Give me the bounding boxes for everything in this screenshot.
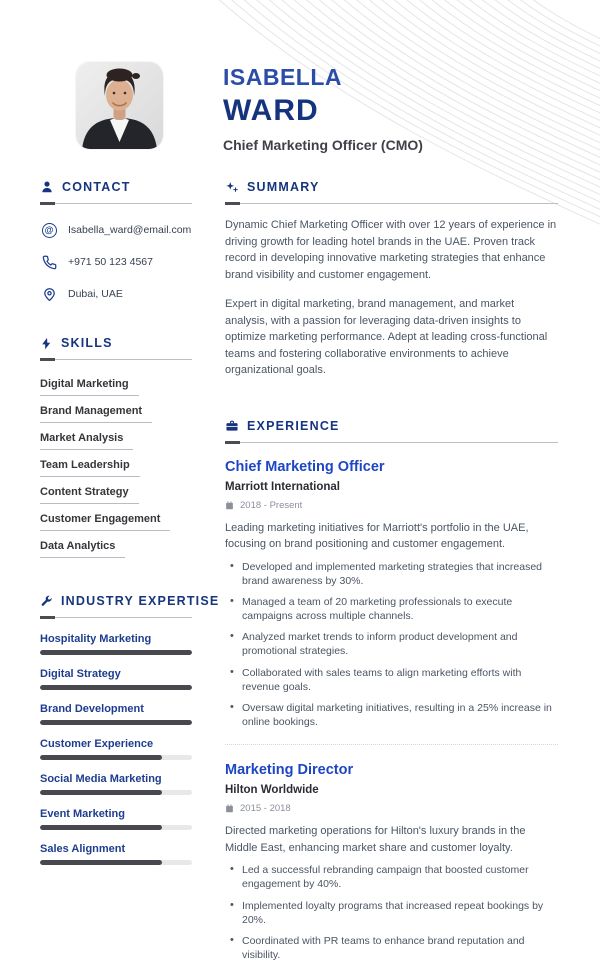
skill-item: Digital Marketing	[40, 378, 139, 396]
job-bullet: • Managed a team of 20 marketing professionals to execute campaigns across multiple channels.	[225, 595, 558, 623]
job-divider	[225, 744, 558, 745]
section-divider	[225, 203, 558, 204]
job-description: Leading marketing initiatives for Marriott's portfolio in the UAE, focusing on brand positioning and customer engagement.	[225, 521, 529, 550]
progress-track	[40, 650, 192, 655]
contact-section	[40, 180, 192, 303]
experience-section	[225, 419, 558, 963]
experience-title: EXPERIENCE	[247, 418, 340, 433]
job-title: Chief Marketing Officer	[225, 458, 385, 475]
sidebar	[40, 180, 220, 969]
contact-location	[40, 285, 192, 303]
section-divider	[40, 617, 192, 618]
skill-item: Market Analysis	[40, 432, 133, 450]
job-bullet: • Developed and implemented marketing strategies that increased brand awareness by 30%.	[225, 560, 558, 588]
company-name: Marriott International	[225, 480, 341, 493]
industry-expertise-section	[40, 594, 220, 865]
phone-icon	[40, 253, 58, 271]
experience-entry	[225, 762, 558, 962]
email-icon: @	[40, 221, 58, 239]
skill-item: Team Leadership	[40, 459, 140, 477]
section-divider	[40, 203, 192, 204]
summary-paragraph: Dynamic Chief Marketing Officer with over 12 years of experience in driving growth for leading hotel brands in the UAE. Proven track record in developing innovative marketing strategies that enhance brand visibility and customer engagement.	[225, 219, 557, 281]
job-title-subtitle: Chief Marketing Officer (CMO)	[223, 137, 423, 153]
skill-item: Customer Engagement	[40, 513, 170, 531]
first-name: ISABELLA	[223, 64, 342, 90]
skill-item: Brand Management	[40, 405, 152, 423]
expertise-item: Event Marketing	[40, 808, 192, 830]
job-bullet: • Analyzed market trends to inform product development and promotional strategies.	[225, 630, 558, 658]
last-name: WARD	[223, 94, 319, 127]
summary-section	[225, 180, 558, 379]
contact-title: CONTACT	[62, 180, 131, 194]
progress-fill	[40, 790, 162, 795]
wrench-icon	[40, 595, 53, 608]
name-block	[223, 62, 423, 153]
job-title: Marketing Director	[225, 762, 354, 779]
job-bullet-list	[225, 560, 558, 730]
phone-value: +971 50 123 4567	[68, 256, 153, 268]
location-icon	[40, 285, 58, 303]
expertise-item: Hospitality Marketing	[40, 633, 192, 655]
job-bullet: • Implemented loyalty programs that increased repeat bookings by 20%.	[225, 899, 558, 927]
progress-fill	[40, 650, 192, 655]
job-bullet-list	[225, 863, 558, 962]
calendar-icon	[225, 804, 234, 813]
experience-entry	[225, 459, 558, 730]
skills-section	[40, 336, 192, 558]
progress-track	[40, 860, 192, 865]
section-divider	[225, 442, 558, 443]
sparkles-icon	[225, 180, 239, 194]
company-name: Hilton Worldwide	[225, 784, 319, 797]
job-bullet: • Oversaw digital marketing initiatives, resulting in a 25% increase in online bookings.	[225, 701, 558, 729]
location-value: Dubai, UAE	[68, 288, 123, 300]
summary-title: SUMMARY	[247, 180, 320, 194]
expertise-item: Social Media Marketing	[40, 773, 192, 795]
industry-expertise-title: INDUSTRY EXPERTISE	[61, 594, 220, 608]
person-icon	[40, 180, 54, 194]
skill-item: Content Strategy	[40, 486, 139, 504]
contact-email	[40, 221, 192, 239]
expertise-item: Brand Development	[40, 703, 192, 725]
briefcase-icon	[225, 419, 239, 433]
skill-item: Data Analytics	[40, 540, 125, 558]
progress-fill	[40, 825, 162, 830]
progress-fill	[40, 860, 162, 865]
progress-track	[40, 825, 192, 830]
progress-track	[40, 755, 192, 760]
job-description: Directed marketing operations for Hilton's luxury brands in the Middle East, enhancing market share and customer loyalty.	[225, 825, 526, 854]
profile-photo	[76, 62, 163, 149]
progress-track	[40, 685, 192, 690]
expertise-item: Digital Strategy	[40, 668, 192, 690]
email-value: Isabella_ward@email.com	[68, 224, 192, 236]
main-content	[225, 180, 558, 969]
section-divider	[40, 359, 192, 360]
progress-fill	[40, 720, 192, 725]
progress-track	[40, 720, 192, 725]
progress-fill	[40, 755, 162, 760]
calendar-icon	[225, 501, 234, 510]
date-range: 2018 - Present	[225, 500, 558, 511]
progress-fill	[40, 685, 192, 690]
date-range: 2015 - 2018	[225, 803, 558, 814]
lightning-icon	[40, 337, 53, 350]
job-bullet: • Collaborated with sales teams to align marketing efforts with revenue goals.	[225, 666, 558, 694]
header	[0, 0, 600, 153]
expertise-item: Customer Experience	[40, 738, 192, 760]
expertise-item: Sales Alignment	[40, 843, 192, 865]
summary-paragraph: Expert in digital marketing, brand management, and market analysis, with a passion for leveraging data-driven insights to optimize marketing performance. Adept at leading cross-functional teams and fostering collaborative environments to achieve organizational goals.	[225, 298, 548, 376]
progress-track	[40, 790, 192, 795]
skills-title: SKILLS	[61, 336, 113, 350]
job-bullet: • Led a successful rebranding campaign that boosted customer engagement by 40%.	[225, 863, 558, 891]
contact-phone	[40, 253, 192, 271]
job-bullet: • Coordinated with PR teams to enhance brand reputation and visibility.	[225, 934, 558, 962]
